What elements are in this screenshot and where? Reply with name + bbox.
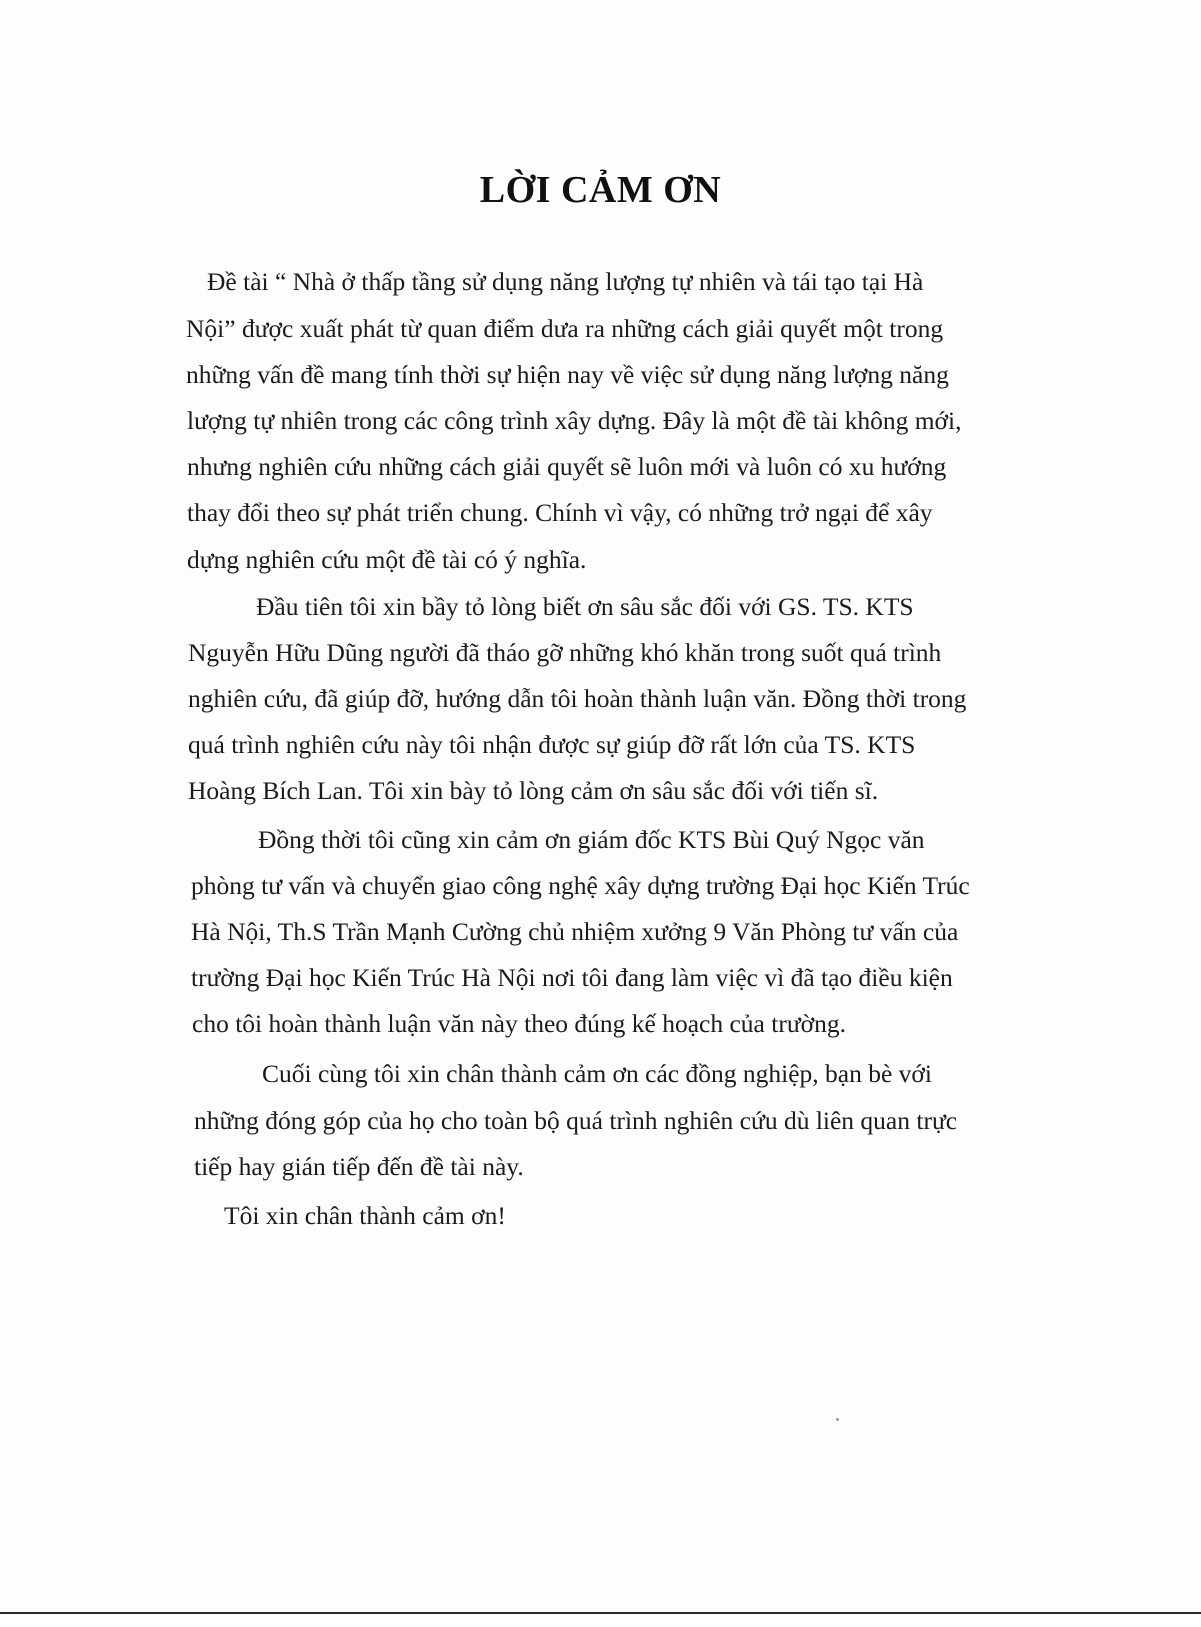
text-line: nhưng nghiên cứu những cách giải quyết sẽ luôn mới và luôn có xu hướng xyxy=(187,452,947,481)
scan-speck xyxy=(836,1418,839,1421)
text-line: Nội” được xuất phát từ quan điểm dưa ra những cách giải quyết một trong xyxy=(186,314,944,343)
text-line: Nguyễn Hữu Dũng người đã tháo gỡ những khó khăn trong suốt quá trình xyxy=(188,638,942,667)
text-line: những đóng góp của họ cho toàn bộ quá trình nghiên cứu dù liên quan trực xyxy=(194,1106,958,1135)
closing-line: Tôi xin chân thành cảm ơn! xyxy=(224,1201,506,1230)
text-line: cho tôi hoàn thành luận văn này theo đúng kế hoạch của trường. xyxy=(192,1009,846,1038)
text-line: tiếp hay gián tiếp đến đề tài này. xyxy=(194,1152,524,1181)
text-line: Đề tài “ Nhà ở thấp tầng sử dụng năng lượng tự nhiên và tái tạo tại Hà xyxy=(207,267,924,296)
text-line: phòng tư vấn và chuyển giao công nghệ xây dựng trường Đại học Kiến Trúc xyxy=(191,871,970,900)
text-line: Hà Nội, Th.S Trần Mạnh Cường chủ nhiệm xưởng 9 Văn Phòng tư vấn của xyxy=(191,917,959,946)
text-line: thay đổi theo sự phát triển chung. Chính vì vậy, có những trở ngại để xây xyxy=(187,498,933,527)
text-line: quá trình nghiên cứu này tôi nhận được sự giúp đỡ rất lớn của TS. KTS xyxy=(188,730,916,759)
text-line: trường Đại học Kiến Trúc Hà Nội nơi tôi đang làm việc vì đã tạo điều kiện xyxy=(191,963,953,992)
page-title: LỜI CẢM ƠN xyxy=(479,169,722,211)
text-line: Đồng thời tôi cũng xin cảm ơn giám đốc KTS Bùi Quý Ngọc văn xyxy=(258,825,925,854)
text-line: lượng tự nhiên trong các công trình xây dựng. Đây là một đề tài không mới, xyxy=(187,406,962,435)
scan-edge-line xyxy=(0,1612,1201,1614)
text-line: Cuối cùng tôi xin chân thành cảm ơn các đồng nghiệp, bạn bè với xyxy=(262,1059,932,1088)
text-line: Hoàng Bích Lan. Tôi xin bày tỏ lòng cảm ơn sâu sắc đối với tiến sĩ. xyxy=(188,776,879,805)
text-line: Đầu tiên tôi xin bầy tỏ lòng biết ơn sâu sắc đối với GS. TS. KTS xyxy=(256,592,914,621)
text-line: nghiên cứu, đã giúp đỡ, hướng dẫn tôi hoàn thành luận văn. Đồng thời trong xyxy=(188,684,967,713)
text-line: dựng nghiên cứu một đề tài có ý nghĩa. xyxy=(187,545,587,574)
text-line: những vấn đề mang tính thời sự hiện nay về việc sử dụng năng lượng năng xyxy=(186,360,949,389)
